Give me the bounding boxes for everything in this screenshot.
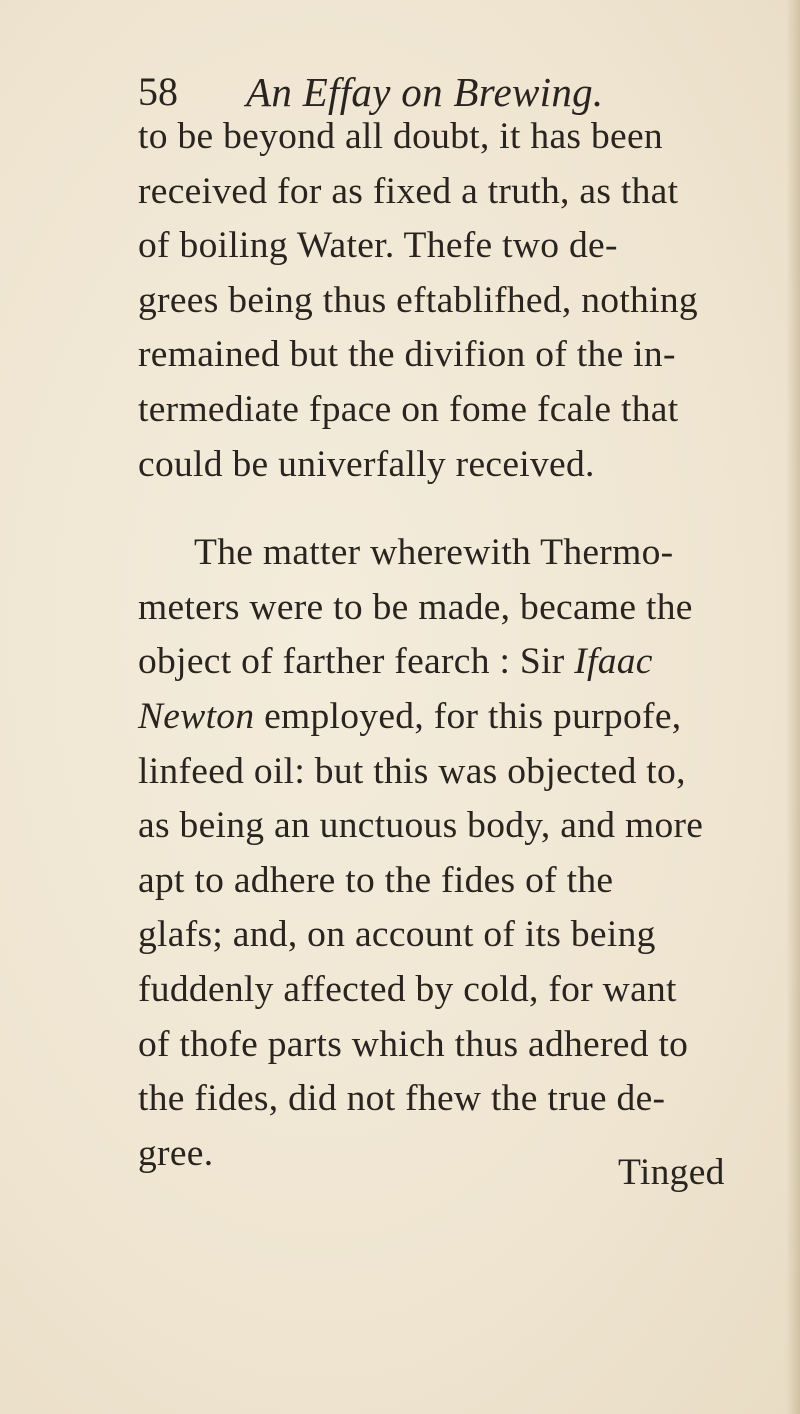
text-line — [138, 635, 788, 690]
text-line: fuddenly affected by cold, for want — [138, 968, 677, 1010]
paragraph-1 — [138, 110, 788, 492]
paragraph-gap — [138, 492, 788, 526]
text-line: of thofe parts which thus adhered to — [138, 1023, 689, 1065]
text-line — [138, 690, 788, 745]
text-line: received for as fixed a truth, as that — [138, 170, 679, 212]
text-line: linfeed oil: but this was objected to, — [138, 750, 686, 792]
catchword: Tinged — [618, 1152, 725, 1193]
paragraph-2 — [138, 526, 788, 1181]
text-line: apt to adhere to the fides of the — [138, 859, 614, 901]
text-line: termediate fpace on fome fcale that — [138, 388, 679, 430]
page-edge — [786, 0, 800, 1414]
text-line: grees being thus eftablifhed, nothing — [138, 279, 698, 321]
body-text — [138, 110, 788, 1181]
text-segment: object of farther fearch : Sir — [138, 641, 575, 683]
text-segment: employed, for this purpofe, — [254, 695, 682, 737]
text-line: as being an unctuous body, and more — [138, 805, 704, 847]
italic-name: Ifaac — [574, 641, 653, 683]
text-line: remained but the divifion of the in- — [138, 334, 676, 376]
text-line: could be univerfally received. — [138, 443, 595, 485]
italic-name: Newton — [138, 695, 255, 737]
running-title: An Effay on Brewing. — [246, 69, 604, 115]
text-line: gree. — [138, 1132, 214, 1174]
text-line: glafs; and, on account of its being — [138, 914, 656, 956]
text-line: the fides, did not fhew the true de- — [138, 1078, 666, 1120]
page-number: 58 — [138, 69, 178, 114]
text-line: meters were to be made, became the — [138, 586, 693, 628]
text-line: of boiling Water. Thefe two de- — [138, 225, 618, 267]
text-line: to be beyond all doubt, it has been — [138, 116, 663, 157]
text-line: The matter wherewith Thermo- — [194, 532, 674, 574]
